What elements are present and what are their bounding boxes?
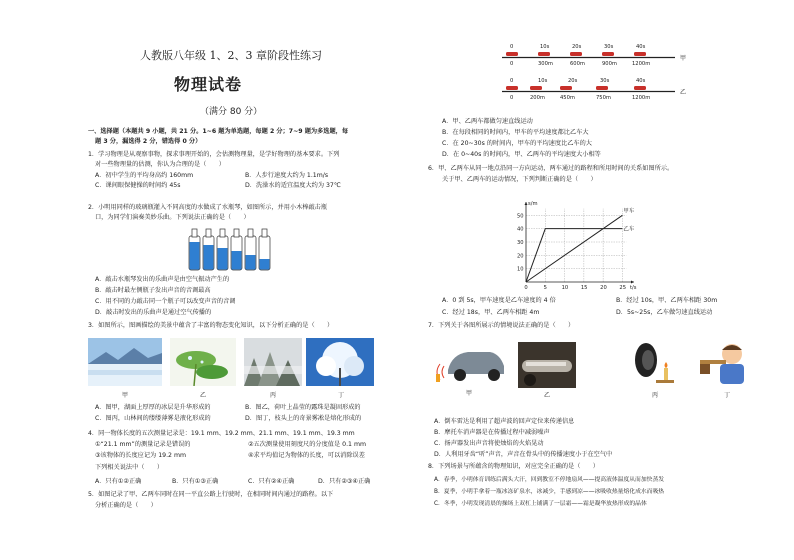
full-score: （满分 80 分） (200, 107, 263, 117)
q3-label-d: 丁 (338, 392, 345, 399)
q7-label-a: 甲 (466, 390, 473, 397)
row1-time-3: 30s (604, 44, 614, 50)
q2-option-d: D．敲击时发出的乐曲声是通过空气传播的 (95, 309, 212, 316)
q4-stem: 4．同一物体长度的五次测量记录是：19.1 mm、19.2 mm、21.1 mm、19.1 mm、19.3 mm (88, 430, 355, 437)
q1-option-c: C．课间眼保健操的时间约 45s (95, 182, 181, 189)
car-red (530, 86, 542, 90)
q5-option-d: D．在 0~40s 的时间内，甲、乙两车的平均速度大小相等 (442, 151, 601, 158)
row1-dist-0: 0 (510, 61, 514, 67)
car-label-jia: 甲 (680, 55, 687, 62)
q5-stem-2: 分析正确的是（ ） (95, 502, 157, 509)
distance-time-chart (508, 188, 658, 294)
photo-lotus-dew (170, 338, 236, 386)
photo-rime-tree (306, 338, 374, 386)
q2-option-c: C．用不同的力敲击同一个瓶子可以改变声音的音调 (95, 298, 236, 305)
photo-bone-conduction (696, 338, 758, 386)
row2-dist-1: 200m (530, 95, 545, 101)
q6-option-d: D．5s~25s，乙车做匀速直线运动 (616, 309, 713, 316)
q6-stem: 6．甲、乙两车从同一地点沿同一方向运动，两车通过的路程和所用时间的关系如图所示。 (428, 165, 674, 172)
car-red (602, 52, 614, 56)
row1-time-2: 20s (572, 44, 582, 50)
row2-time-2: 20s (568, 78, 578, 84)
car-red (538, 52, 550, 56)
q1-option-b: B．人步行速度大约为 1.1m/s (245, 172, 329, 179)
q3-option-c: C．图丙，山林间的缕缕薄雾是液化形成的 (95, 415, 211, 422)
q5-option-b: B．在每段相同的时间内，甲车的平均速度都比乙车大 (442, 129, 589, 136)
x-tick-label: 10 (561, 285, 569, 291)
q7-label-c: 丙 (652, 392, 659, 399)
row2-time-3: 30s (600, 78, 610, 84)
q4-option-b: B．只有①③正确 (172, 478, 219, 485)
q4-statement-3: ③该物体的长度应记为 19.2 mm (95, 452, 186, 459)
row2-time-0: 0 (510, 78, 514, 84)
photo-parking-radar (434, 336, 508, 386)
q7-option-a: A．倒车雷达是利用了超声波的回声定位来传递信息 (434, 418, 575, 425)
series-line (526, 215, 622, 282)
q2-stem: 2．小明用同样的玻璃瓶灌入不同高度的水做成了水瓶琴，如图所示，并用小木棒敲击瓶 (88, 204, 328, 211)
y-axis-label: s/m (528, 201, 538, 207)
q8-option-b: B．夏季，小明手拿着一瓶冰冻矿泉水，冰减少，手感到凉——冰吸收热量熔化成水而吸热 (434, 489, 665, 495)
q6-option-c: C．经过 18s，甲、乙两车相距 4m (442, 309, 540, 316)
q5-option-a: A．甲、乙两车都做匀速直线运动 (442, 118, 533, 125)
x-tick-label: 0 (524, 285, 528, 291)
photo-foggy-forest (244, 338, 302, 386)
q3-option-b: B．图乙，荷叶上晶莹的露珠是凝固形成的 (245, 404, 361, 411)
q4-option-c: C．只有②④正确 (248, 478, 295, 485)
row1-dist-4: 1200m (632, 61, 651, 67)
photo-motorcycle-muffler (518, 342, 576, 388)
q3-option-d: D．图丁，枝头上的奇景雾凇是熔化形成的 (245, 415, 362, 422)
q2-option-a: A．敲击水瓶琴发出的乐曲声是由空气振动产生的 (95, 276, 230, 283)
q3-label-a: 甲 (122, 392, 129, 399)
car-red (634, 86, 646, 90)
x-tick-label: 20 (600, 285, 607, 291)
q8-option-c: C．冬季，小明发现清晨的操场上双杠上铺满了一层霜——霜是凝华放热形成的晶体 (434, 501, 647, 507)
q6-option-b: B．经过 10s，甲、乙两车相距 30m (616, 297, 718, 304)
bottle (217, 229, 228, 270)
q5-option-c: C．在 20~30s 的时间内，甲车的平均速度比乙车的大 (442, 140, 592, 147)
row2-time-4: 40s (636, 78, 646, 84)
q6-stem-2: 关于甲、乙两车的运动情况，下列判断正确的是（ ） (442, 176, 597, 183)
car-red (506, 86, 518, 90)
q8-stem: 8．下列场景与所蕴含的物理知识，对应完全正确的是（ ） (428, 463, 599, 470)
q1-option-d: D．洗澡水的适宜温度大约为 37℃ (245, 182, 341, 189)
row1-dist-1: 300m (538, 61, 553, 67)
q1-stem: 1．学习物理是从观察事物，探求事理开始的，会估测物理量，是学好物理的基本要求。下列 (88, 151, 340, 158)
car-red (506, 52, 518, 56)
row2-dist-4: 1200m (632, 95, 651, 101)
y-tick-label: 50 (517, 213, 524, 220)
series-label: 乙车 (623, 226, 635, 233)
x-tick-label: 5 (543, 285, 547, 291)
water-bottles-figure (185, 226, 275, 272)
row1-time-0: 0 (510, 44, 514, 50)
row1-dist-2: 600m (570, 61, 585, 67)
q3-option-a: A．图甲，湖面上厚厚的冰层是升华形成的 (95, 404, 211, 411)
row2-dist-3: 750m (596, 95, 611, 101)
q7-label-b: 乙 (544, 392, 551, 399)
y-tick-label: 20 (517, 253, 524, 260)
car-label-yi: 乙 (680, 89, 687, 96)
subject-title: 物理试卷 (174, 75, 243, 94)
car-red (634, 52, 646, 56)
paper-title: 人教版八年级 1、2、3 章阶段性练习 (140, 49, 322, 62)
q5-stem: 5．如图记录了甲、乙两车同时在同一平直公路上行驶时，在相同时间内通过的路程。以下 (88, 491, 334, 498)
x-tick-label: 25 (619, 285, 627, 291)
q3-label-c: 丙 (270, 392, 277, 399)
q4-option-d: D．只有②③④正确 (318, 478, 371, 485)
q3-label-b: 乙 (200, 392, 207, 399)
row2-dist-2: 450m (560, 95, 575, 101)
q6-option-a: A．0 到 5s，甲车速度是乙车速度的 4 倍 (442, 297, 556, 304)
q7-option-d: D．人利用牙齿“听”声音，声音在骨头中的传播速度小于在空气中 (434, 451, 613, 458)
photo-frozen-lake (88, 338, 162, 386)
y-tick-label: 30 (517, 240, 524, 246)
q4-statement-1: ①“21.1 mm”的测量记录是错误的 (95, 441, 191, 448)
x-tick-label: 15 (580, 285, 588, 291)
section-heading: 一、选择题（本题共 9 小题，共 21 分。1~6 题为单选题，每题 2 分；7~9 题为多选题，每 (88, 128, 349, 135)
row2-dist-0: 0 (510, 95, 514, 101)
y-tick-label: 40 (517, 226, 524, 233)
series-label: 甲车 (623, 208, 635, 215)
x-axis-arrow (631, 281, 634, 284)
x-axis-label: t/s (630, 285, 637, 291)
section-heading-2: 题 3 分，漏选得 2 分，错选得 0 分） (95, 138, 202, 145)
car-timeline-figure (500, 42, 700, 110)
bottle (259, 229, 270, 270)
bottle (203, 229, 214, 270)
row2-time-1: 10s (538, 78, 548, 84)
car-red (596, 86, 608, 90)
bottle (245, 229, 256, 270)
q4-option-a: A．只有①②正确 (95, 478, 142, 485)
q7-option-b: B．摩托车消声器是在传播过程中减弱噪声 (434, 429, 550, 436)
row1-time-4: 40s (636, 44, 646, 50)
q1-stem-2: 对一些物理量的估测，你认为合理的是（ ） (95, 161, 225, 168)
q2-option-b: B．敲击时最左侧瓶子发出声音的音调最高 (95, 287, 211, 294)
q7-label-d: 丁 (724, 392, 731, 399)
bottle (231, 229, 242, 270)
car-red (560, 86, 572, 90)
q8-option-a: A．春季，小明体育训练后满头大汗，回到教室不停地扇风——提高液体温度从而加快蒸发 (434, 477, 665, 483)
car-red (570, 52, 582, 56)
right-column (420, 0, 794, 560)
row1-dist-3: 900m (602, 61, 617, 67)
q4-statement-4: ④求平均值记为物体的长度，可以消除误差 (248, 452, 365, 459)
q7-option-c: C．扬声器发出声音将使烛焰的火焰晃动 (434, 440, 544, 447)
row1-time-1: 10s (540, 44, 550, 50)
photo-speaker-candle (630, 340, 676, 386)
q4-ask: 下列相关说法中（ ） (95, 464, 164, 471)
y-tick-label: 10 (517, 266, 524, 273)
q1-option-a: A．初中学生的平均身高约 160mm (95, 172, 194, 179)
q7-stem: 7．下列关于各图所展示的情境说法正确的是（ ） (428, 322, 575, 329)
bottle (189, 229, 200, 270)
q3-stem: 3．如图所示，图画描绘的美景中蕴含了丰富的物态变化知识，以下分析正确的是（ ） (88, 322, 334, 329)
q2-stem-2: 口，为同学们演奏美妙乐曲。下列说法正确的是（ ） (95, 214, 250, 221)
q4-statement-2: ②五次测量使用刻度尺的分度值是 0.1 mm (248, 441, 366, 448)
